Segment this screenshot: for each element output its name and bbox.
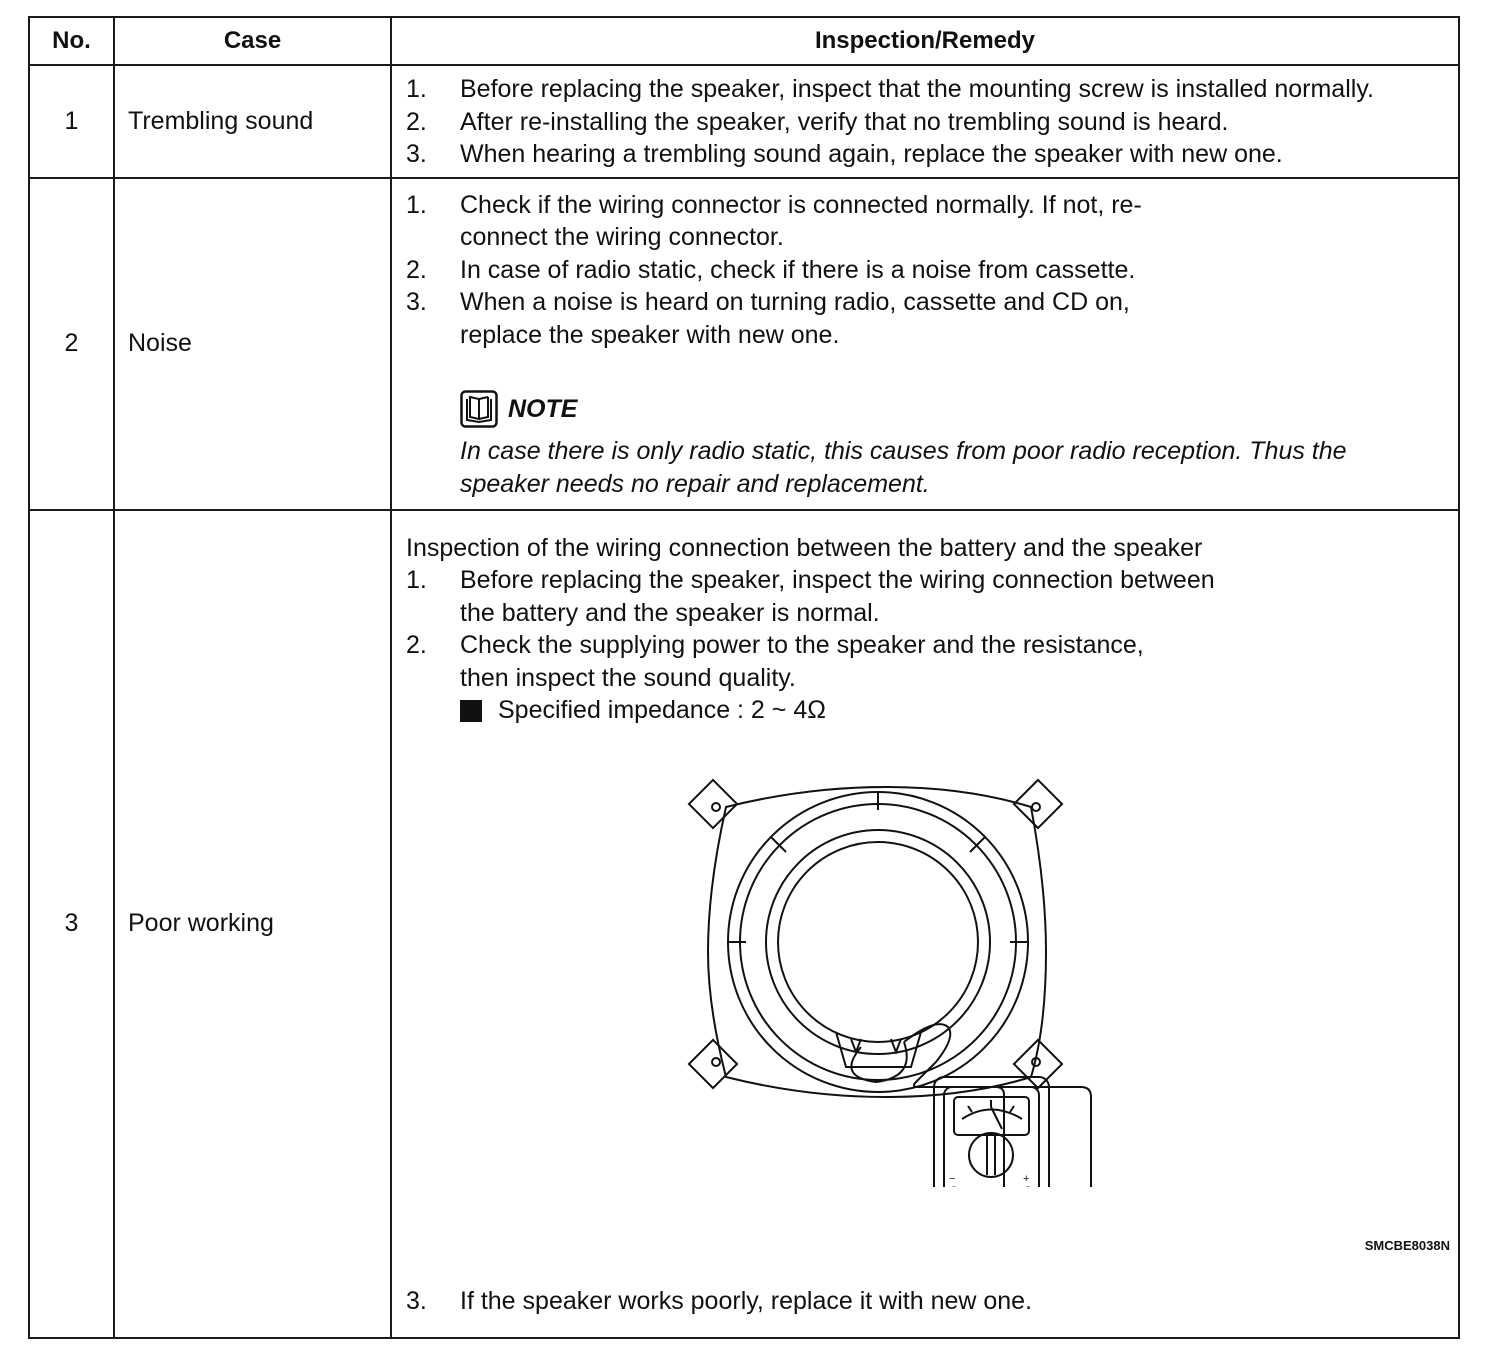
step-item [406,189,1450,254]
step-item [406,254,1450,287]
step-number: 3. [406,288,427,317]
impedance-spec-text: Specified impedance : 2 ~ 4Ω [498,696,826,725]
note-text: In case there is only radio static, this causes from poor radio reception. Thus the speaker needs no repair and replacement. [460,437,1347,498]
meter-minus-label: − [949,1172,956,1185]
header-no: No. [29,17,114,65]
figure-code: SMCBE8038N [1364,1238,1450,1254]
step-number: 2. [406,255,427,284]
table-row [29,65,1459,178]
square-bullet-icon [460,700,482,722]
speaker-diagram [406,727,1450,1289]
meter-plus-label: + [1023,1172,1030,1185]
mounting-tab-icon [689,780,737,828]
step-text: In case of radio static, check if there is a noise from cassette. [460,255,1136,284]
header-inspection: Inspection/Remedy [391,17,1459,65]
step-text: When hearing a trembling sound again, replace the speaker with new one. [460,140,1283,168]
step-item [406,73,1450,106]
step-text: Before replacing the speaker, inspect that the mounting screw is installed normally. [460,75,1374,103]
step-number: 3. [406,140,427,168]
step-number: 2. [406,631,427,660]
step-text: Check the supplying power to the speaker and the resistance, then inspect the sound quality. [460,631,1144,692]
step-item [406,138,1450,171]
speaker-multimeter-illustration [686,777,1106,1187]
row-case: Trembling sound [114,65,391,178]
speaker-frame [708,787,1046,1097]
step-text: Before replacing the speaker, inspect the wiring connection between the battery and the speaker is normal. [460,566,1215,627]
header-row [29,17,1459,65]
step-item [406,286,1450,351]
step-item [406,1285,1450,1318]
note-heading [460,387,1450,431]
step-item [406,564,1450,629]
step-number: 1. [406,190,427,219]
row-number: 1 [29,65,114,178]
step-text: After re-installing the speaker, verify that no trembling sound is heard. [460,107,1229,136]
step-number: 3. [406,1286,427,1315]
book-icon [460,390,498,428]
row-case: Noise [114,178,391,510]
step-number: 2. [406,107,427,136]
note-label: NOTE [508,395,578,423]
step-item [406,106,1450,139]
table-row [29,178,1459,510]
inspection-intro: Inspection of the wiring connection between the battery and the speaker [406,533,1203,562]
row-inspection [391,510,1459,1338]
row-inspection [391,178,1459,510]
step-text: When a noise is heard on turning radio, cassette and CD on, replace the speaker with new one. [460,288,1130,349]
step-text: Check if the wiring connector is connected normally. If not, re- connect the wiring connector. [460,190,1142,252]
step-number: 1. [406,566,427,595]
row-case: Poor working [114,510,391,1338]
mounting-tab-icon [689,1040,737,1088]
step-text: If the speaker works poorly, replace it with new one. [460,1286,1033,1315]
header-case: Case [114,17,391,65]
impedance-spec [460,694,1450,727]
table-row [29,510,1459,1338]
row-inspection [391,65,1459,178]
row-number: 2 [29,178,114,510]
step-item [406,629,1450,694]
row-number: 3 [29,510,114,1338]
step-number: 1. [406,75,427,103]
inspection-table [28,16,1460,1339]
